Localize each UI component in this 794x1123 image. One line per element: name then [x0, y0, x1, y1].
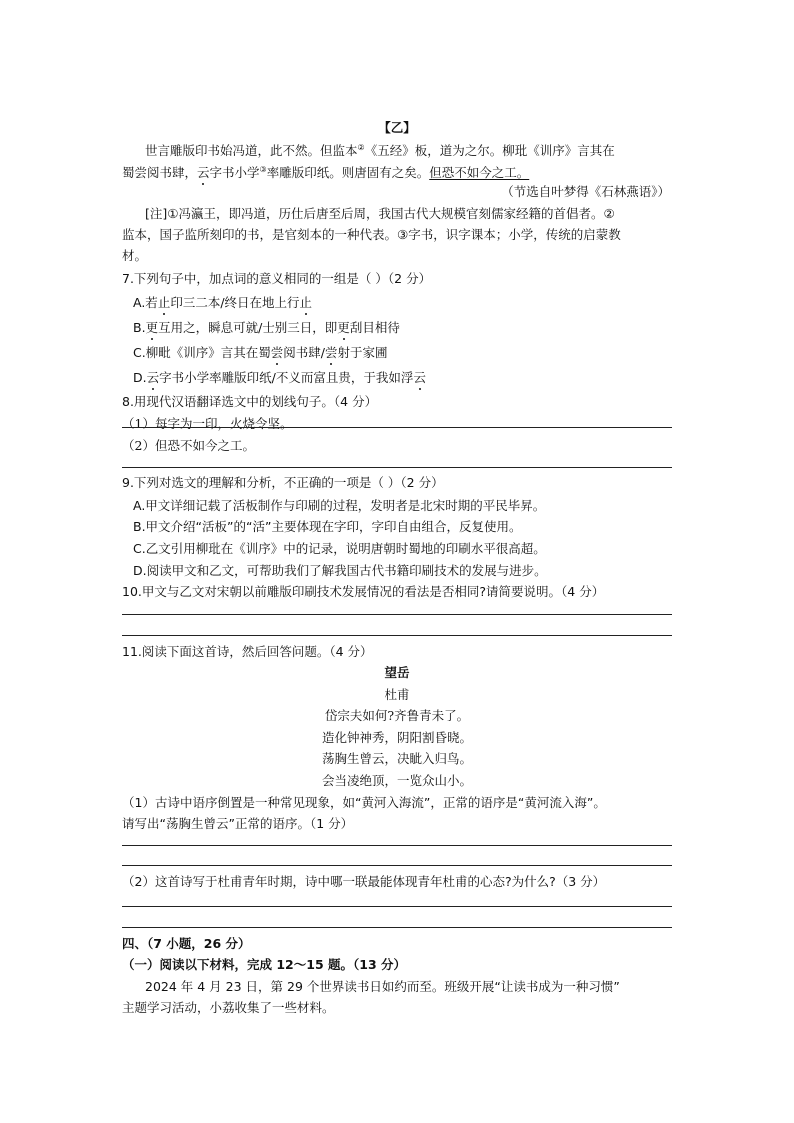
- answer-line[interactable]: [122, 865, 672, 866]
- yi-text: 世言雕版印书始冯道，此不然。但监本: [145, 143, 358, 159]
- dotted-char: 更: [337, 320, 350, 335]
- option-text: B.: [133, 320, 146, 335]
- q9-option-c: C.乙文引用柳玭在《训序》中的记录，说明唐朝时蜀地的印刷水平很高超。: [133, 541, 546, 556]
- dotted-char: 云: [197, 165, 210, 181]
- option-text: 互用之，瞬息可就/士别三日，即: [158, 320, 338, 335]
- q7-option-a: [133, 294, 312, 312]
- q9-stem: 9.下列对选文的理解和分析，不正确的一项是（ ）（2 分）: [122, 475, 444, 490]
- q8-sentence-2: （2）但恐不如今之工。: [122, 438, 255, 453]
- dotted-char: 云: [146, 370, 160, 385]
- answer-line[interactable]: [122, 906, 672, 907]
- option-text: 字书小学率雕版印纸/不义而富且贵，于我如浮: [159, 370, 414, 385]
- poem-line-1: 岱宗夫如何?齐鲁青未了。: [324, 708, 470, 723]
- option-text: 刮目相待: [349, 320, 400, 335]
- yi-note-line-3: 材。: [122, 248, 148, 263]
- yi-para-line-1: [145, 139, 615, 160]
- yi-para-line-2: [122, 161, 529, 182]
- poem-title: 望岳: [384, 665, 410, 680]
- q9-option-b: B.甲文介绍“活板”的“活”主要体现在字印，字印自由组合，反复使用。: [133, 519, 522, 534]
- dotted-char: 云: [413, 370, 426, 385]
- poem-line-2: 造化钟神秀，阴阳割昏晓。: [321, 730, 472, 745]
- q7-option-c: [133, 344, 387, 362]
- footnote-mark: ③: [259, 165, 267, 174]
- dotted-char: 止: [299, 295, 313, 310]
- answer-line[interactable]: [122, 614, 672, 615]
- dotted-char: 尝: [324, 345, 338, 360]
- answer-line[interactable]: [122, 845, 672, 846]
- footnote-mark: ②: [357, 143, 365, 152]
- answer-line[interactable]: [122, 635, 672, 636]
- poem-author: 杜甫: [384, 687, 410, 702]
- option-text: A.若: [133, 295, 158, 310]
- q8-stem: 8.用现代汉语翻译选文中的划线句子。（4 分）: [122, 394, 378, 409]
- q11-sub2: （2）这首诗写于杜甫青年时期，诗中哪一联最能体现青年杜甫的心态?为什么?（3 分）: [122, 874, 606, 889]
- yi-text: 率雕版印纸。则唐固有之矣。: [266, 165, 430, 181]
- yi-note-line-1: [注]①冯瀛王，即冯道，历仕后唐至后周，我国古代大规模官刻儒家经籍的首倡者。②: [145, 206, 615, 221]
- yi-source: （节选自叶梦得《石林燕语》）: [501, 184, 670, 199]
- yi-text: 《五经》板，道为之尔。柳玭《训序》言其在: [364, 143, 615, 159]
- section-4-para-line-2: 主题学习活动，小荔收集了一些材料。: [122, 1000, 335, 1015]
- section-yi-title: 【乙】: [378, 120, 416, 135]
- dotted-char: 止: [157, 295, 171, 310]
- option-text: 阅书肆/: [283, 345, 325, 360]
- answer-line[interactable]: [122, 427, 672, 428]
- q7-stem: 7.下列句子中，加点词的意义相同的一组是（ ）（2 分）: [122, 271, 432, 286]
- q10-stem: 10.甲文与乙文对宋朝以前雕版印刷技术发展情况的看法是否相同?请简要说明。（4 分）: [122, 584, 605, 599]
- yi-text: 蜀尝阅书肆，: [122, 165, 198, 181]
- answer-line[interactable]: [122, 467, 672, 468]
- q11-sub1-line-1: （1）古诗中语序倒置是一种常见现象，如“黄河入海流”，正常的语序是“黄河流入海”。: [122, 795, 606, 810]
- yi-text: 字书小学: [209, 165, 260, 181]
- q11-sub1-line-2: 请写出“荡胸生曾云”正常的语序。（1 分）: [122, 816, 354, 831]
- q9-option-d: D.阅读甲文和乙文，可帮助我们了解我国古代书籍印刷技术的发展与进步。: [133, 563, 547, 578]
- q7-option-b: [133, 319, 400, 337]
- section-4-header: 四、（7 小题，26 分）: [122, 936, 251, 951]
- yi-note-line-2: 监本，国子监所刻印的书，是官刻本的一种代表。③字书，识字课本；小学，传统的启蒙教: [122, 227, 621, 242]
- answer-line[interactable]: [122, 927, 672, 928]
- option-text: 射于家圃: [337, 345, 388, 360]
- underlined-sentence: 但恐不如今之工。: [429, 165, 530, 181]
- section-4-subheader: （一）阅读以下材料，完成 12～15 题。（13 分）: [122, 957, 406, 972]
- q9-option-a: A.甲文详细记载了活板制作与印刷的过程，发明者是北宋时期的平民毕昇。: [133, 498, 546, 513]
- dotted-char: 更: [145, 320, 159, 335]
- poem-line-4: 会当凌绝顶，一览众山小。: [321, 773, 472, 788]
- q7-option-d: [133, 369, 426, 387]
- section-4-para-line-1: 2024 年 4 月 23 日，第 29 个世界读书日如约而至。班级开展“让读书成为一种习惯”: [145, 979, 620, 994]
- option-text: D.: [133, 370, 147, 385]
- option-text: C.柳毗《训序》言其在蜀: [133, 345, 271, 360]
- option-text: 印三二本/终日在地上行: [170, 295, 300, 310]
- poem-line-3: 荡胸生曾云，决眦入归鸟。: [321, 751, 472, 766]
- dotted-char: 尝: [270, 345, 284, 360]
- q8-sentence-1: （1）每字为一印，火烧令坚。: [122, 416, 293, 431]
- q11-stem: 11.阅读下面这首诗，然后回答问题。（4 分）: [122, 644, 373, 659]
